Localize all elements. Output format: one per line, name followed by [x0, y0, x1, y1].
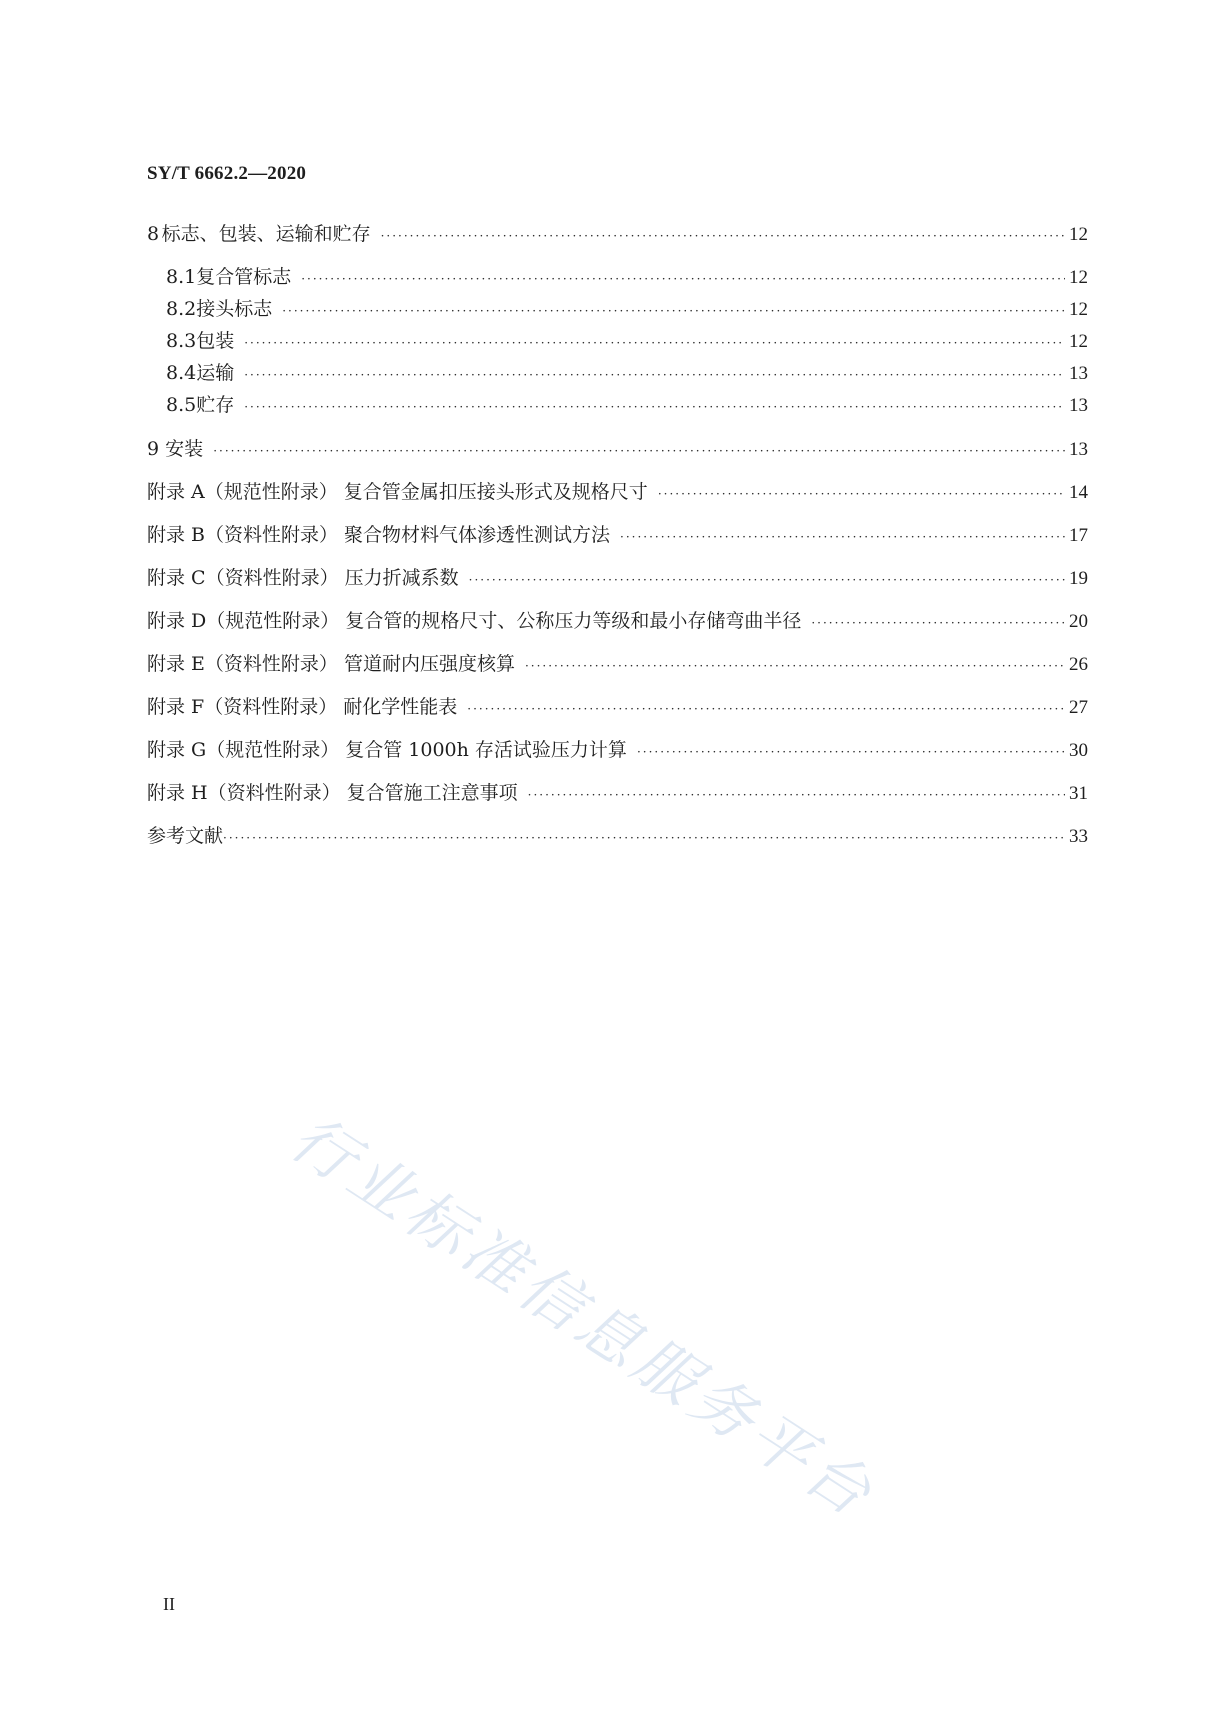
- standard-code-header: SY/T 6662.2—2020: [147, 163, 307, 184]
- toc-entry-appendix-d[interactable]: [147, 608, 1088, 636]
- watermark-text: 行业标准信息服务平台: [278, 1100, 889, 1533]
- toc-entry-number: 8.2: [166, 298, 197, 320]
- toc-leader-dots: [469, 567, 1065, 593]
- toc-entry-page: 20: [1069, 611, 1088, 632]
- toc-entry-8-1[interactable]: [166, 264, 1088, 292]
- toc-entry-title: 包装: [196, 330, 235, 352]
- toc-leader-dots: [213, 438, 1065, 464]
- toc-entry-8-4[interactable]: [166, 360, 1088, 388]
- toc-leader-dots: [528, 782, 1065, 808]
- toc-entry-page: 12: [1069, 299, 1088, 320]
- toc-entry-8-3[interactable]: [166, 328, 1088, 356]
- toc-entry-title: 附录 E（资料性附录） 管道耐内压强度核算: [147, 653, 515, 675]
- toc-leader-dots: [244, 330, 1065, 356]
- toc-leader-dots: [620, 524, 1065, 550]
- toc-entry-page: 13: [1069, 439, 1088, 460]
- toc-entry-page: 17: [1069, 525, 1088, 546]
- toc-leader-dots: [658, 481, 1065, 507]
- toc-entry-page: 19: [1069, 568, 1088, 589]
- toc-entry-8[interactable]: [147, 221, 1088, 249]
- toc-entry-appendix-c[interactable]: [147, 565, 1088, 593]
- toc-leader-dots: [301, 266, 1065, 292]
- toc-entry-page: 31: [1069, 783, 1088, 804]
- toc-entry-page: 12: [1069, 331, 1088, 352]
- toc-leader-dots: [223, 825, 1065, 851]
- toc-leader-dots: [244, 394, 1065, 420]
- toc-entry-title: 参考文献: [147, 825, 224, 847]
- toc-entry-page: 12: [1069, 267, 1088, 288]
- toc-entry-appendix-g[interactable]: [147, 737, 1088, 765]
- toc-entry-page: 26: [1069, 654, 1088, 675]
- toc-entry-page: 30: [1069, 740, 1088, 761]
- toc-entry-title: 附录 B（资料性附录） 聚合物材料气体渗透性测试方法: [147, 524, 611, 546]
- toc-entry-8-2[interactable]: [166, 296, 1088, 324]
- toc-entry-title: 附录 A（规范性附录） 复合管金属扣压接头形式及规格尺寸: [147, 481, 648, 503]
- toc-entry-title: 标志、包装、运输和贮存: [161, 223, 371, 245]
- toc-entry-title: 附录 G（规范性附录） 复合管 1000h 存活试验压力计算: [147, 739, 627, 761]
- toc-entry-title: 接头标志: [196, 298, 273, 320]
- toc-entry-number: 9: [147, 438, 160, 460]
- toc-entry-title: 复合管标志: [196, 266, 292, 288]
- toc-leader-dots: [381, 223, 1065, 249]
- toc-entry-title: 附录 H（资料性附录） 复合管施工注意事项: [147, 782, 518, 804]
- toc-entry-references[interactable]: [147, 823, 1088, 851]
- toc-entry-appendix-a[interactable]: [147, 479, 1088, 507]
- toc-entry-title: 运输: [196, 362, 235, 384]
- toc-entry-9[interactable]: [147, 436, 1088, 464]
- toc-entry-page: 14: [1069, 482, 1088, 503]
- toc-entry-appendix-b[interactable]: [147, 522, 1088, 550]
- toc-entry-title: 附录 F（资料性附录） 耐化学性能表: [147, 696, 458, 718]
- toc-entry-page: 12: [1069, 224, 1088, 245]
- toc-entry-number: 8.5: [166, 394, 197, 416]
- page-number: II: [163, 1594, 175, 1614]
- toc-entry-title: 附录 C（资料性附录） 压力折减系数: [147, 567, 459, 589]
- toc-leader-dots: [637, 739, 1065, 765]
- toc-entry-number: 8.1: [166, 266, 197, 288]
- toc-entry-appendix-e[interactable]: [147, 651, 1088, 679]
- toc-entry-title: 附录 D（规范性附录） 复合管的规格尺寸、公称压力等级和最小存储弯曲半径: [147, 610, 802, 632]
- toc-entry-page: 13: [1069, 363, 1088, 384]
- toc-entry-appendix-f[interactable]: [147, 694, 1088, 722]
- toc-entry-number: 8.4: [166, 362, 197, 384]
- toc-entry-page: 33: [1069, 826, 1088, 847]
- toc-entry-title: 贮存: [196, 394, 235, 416]
- toc-entry-8-5[interactable]: [166, 392, 1088, 420]
- toc-entry-number: 8: [147, 223, 160, 245]
- toc-entry-page: 13: [1069, 395, 1088, 416]
- toc-entry-appendix-h[interactable]: [147, 780, 1088, 808]
- toc-entry-number: 8.3: [166, 330, 197, 352]
- toc-leader-dots: [244, 362, 1065, 388]
- toc-leader-dots: [525, 653, 1065, 679]
- toc-entry-title: 安装: [165, 438, 204, 460]
- toc-leader-dots: [282, 298, 1065, 324]
- toc-entry-page: 27: [1069, 697, 1088, 718]
- toc-leader-dots: [811, 610, 1065, 636]
- toc-leader-dots: [467, 696, 1065, 722]
